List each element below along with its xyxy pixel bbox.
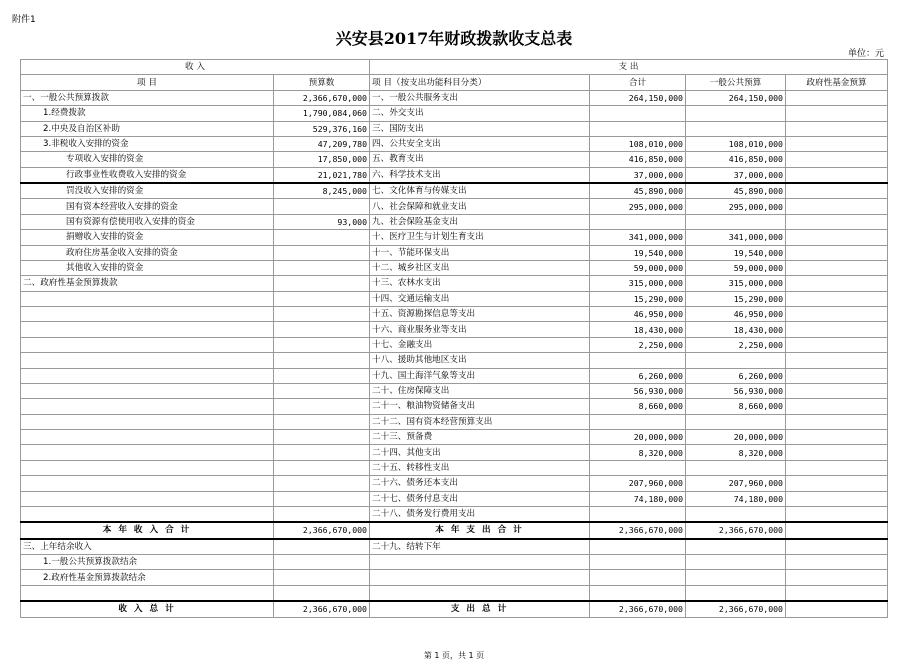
total-cell xyxy=(590,106,686,121)
table-row xyxy=(21,230,888,245)
expense-item-cell: 二十八、债务发行费用支出 xyxy=(370,506,590,522)
general-budget-cell: 295,000,000 xyxy=(686,199,786,214)
general-budget-cell xyxy=(686,106,786,121)
general-budget-cell: 45,890,000 xyxy=(686,183,786,199)
expense-item-cell: 十四、交通运输支出 xyxy=(370,291,590,306)
table-row xyxy=(21,136,888,151)
fund-budget-cell xyxy=(786,445,888,460)
table-row xyxy=(21,570,888,585)
expense-item-cell: 三、国防支出 xyxy=(370,121,590,136)
budget-cell: 93,000 xyxy=(274,214,370,229)
total-cell: 315,000,000 xyxy=(590,276,686,291)
income-item-cell xyxy=(21,414,274,429)
expense-section-header: 支 出 xyxy=(370,60,888,75)
budget-cell xyxy=(274,430,370,445)
budget-cell xyxy=(274,460,370,475)
fund-budget-cell xyxy=(786,307,888,322)
fund-budget-cell xyxy=(786,121,888,136)
total-cell: 6,260,000 xyxy=(590,368,686,383)
income-item-header: 项 目 xyxy=(21,75,274,90)
expense-item-cell: 五、教育支出 xyxy=(370,152,590,167)
general-budget-cell xyxy=(686,460,786,475)
total-cell xyxy=(590,570,686,585)
table-row xyxy=(21,260,888,275)
expense-total-value: 2,366,670,000 xyxy=(590,601,686,617)
expense-item-cell: 六、科学技术支出 xyxy=(370,167,590,183)
expense-item-cell: 二十九、结转下年 xyxy=(370,539,590,555)
income-item-cell: 专项收入安排的资金 xyxy=(21,152,274,167)
fund-budget-cell xyxy=(786,506,888,522)
budget-cell xyxy=(274,445,370,460)
income-item-cell xyxy=(21,291,274,306)
general-budget-cell: 20,000,000 xyxy=(686,430,786,445)
fund-budget-cell xyxy=(786,337,888,352)
income-item-cell xyxy=(21,368,274,383)
general-budget-header: 一般公共预算 xyxy=(686,75,786,90)
income-item-cell xyxy=(21,337,274,352)
budget-cell xyxy=(274,555,370,570)
table-row xyxy=(21,414,888,429)
table-row xyxy=(21,368,888,383)
general-budget-cell xyxy=(686,414,786,429)
table-row xyxy=(21,322,888,337)
general-budget-cell: 59,000,000 xyxy=(686,260,786,275)
budget-cell: 21,021,780 xyxy=(274,167,370,183)
fund-total-value xyxy=(786,601,888,617)
total-cell: 264,150,000 xyxy=(590,90,686,105)
total-header: 合计 xyxy=(590,75,686,90)
total-cell xyxy=(590,214,686,229)
expense-item-cell: 十三、农林水支出 xyxy=(370,276,590,291)
table-row xyxy=(21,291,888,306)
total-cell: 416,850,000 xyxy=(590,152,686,167)
fund-budget-cell xyxy=(786,322,888,337)
fund-budget-cell xyxy=(786,570,888,585)
expense-total-label: 本 年 支 出 合 计 xyxy=(370,522,590,538)
income-total-value: 2,366,670,000 xyxy=(274,522,370,538)
expense-item-cell xyxy=(370,585,590,601)
table-row xyxy=(21,337,888,352)
total-cell xyxy=(590,460,686,475)
expense-item-cell: 四、公共安全支出 xyxy=(370,136,590,151)
fund-budget-cell xyxy=(786,399,888,414)
table-row xyxy=(21,399,888,414)
unit-label: 单位：元 xyxy=(847,49,884,59)
fund-budget-cell xyxy=(786,368,888,383)
budget-cell xyxy=(274,230,370,245)
total-cell xyxy=(590,414,686,429)
general-budget-cell xyxy=(686,585,786,601)
expense-item-cell: 九、社会保险基金支出 xyxy=(370,214,590,229)
fund-budget-cell xyxy=(786,136,888,151)
income-item-cell xyxy=(21,307,274,322)
table-row xyxy=(21,183,888,199)
general-budget-cell: 74,180,000 xyxy=(686,491,786,506)
table-row xyxy=(21,585,888,601)
fund-budget-cell xyxy=(786,585,888,601)
general-budget-cell: 19,540,000 xyxy=(686,245,786,260)
general-budget-cell xyxy=(686,555,786,570)
budget-cell xyxy=(274,491,370,506)
expense-item-cell: 十七、金融支出 xyxy=(370,337,590,352)
general-budget-cell: 341,000,000 xyxy=(686,230,786,245)
fund-budget-cell xyxy=(786,291,888,306)
total-cell: 18,430,000 xyxy=(590,322,686,337)
expense-item-header: 项 目（按支出功能科目分类） xyxy=(370,75,590,90)
expense-total-value: 2,366,670,000 xyxy=(590,522,686,538)
expense-item-cell: 一、一般公共服务支出 xyxy=(370,90,590,105)
general-total-value: 2,366,670,000 xyxy=(686,522,786,538)
general-budget-cell xyxy=(686,570,786,585)
fund-budget-cell xyxy=(786,183,888,199)
income-item-cell: 二、政府性基金预算拨款 xyxy=(21,276,274,291)
total-cell: 46,950,000 xyxy=(590,307,686,322)
income-item-cell xyxy=(21,460,274,475)
income-item-cell: 一、一般公共预算拨款 xyxy=(21,90,274,105)
budget-cell xyxy=(274,399,370,414)
expense-item-cell: 二十六、债务还本支出 xyxy=(370,476,590,491)
budget-cell xyxy=(274,585,370,601)
total-cell: 8,660,000 xyxy=(590,399,686,414)
table-row xyxy=(21,383,888,398)
total-cell: 295,000,000 xyxy=(590,199,686,214)
fund-budget-header: 政府性基金预算 xyxy=(786,75,888,90)
table-row xyxy=(21,506,888,522)
income-item-cell: 1.一般公共预算拨款结余 xyxy=(21,555,274,570)
fund-total-value xyxy=(786,522,888,538)
total-cell: 207,960,000 xyxy=(590,476,686,491)
income-item-cell xyxy=(21,491,274,506)
total-cell: 8,320,000 xyxy=(590,445,686,460)
budget-cell: 529,376,160 xyxy=(274,121,370,136)
general-budget-cell: 6,260,000 xyxy=(686,368,786,383)
fund-budget-cell xyxy=(786,167,888,183)
total-cell: 74,180,000 xyxy=(590,491,686,506)
general-budget-cell: 46,950,000 xyxy=(686,307,786,322)
income-item-cell xyxy=(21,585,274,601)
expense-item-cell: 二十七、债务付息支出 xyxy=(370,491,590,506)
total-cell xyxy=(590,555,686,570)
total-cell xyxy=(590,353,686,368)
total-cell xyxy=(590,121,686,136)
year-total-row xyxy=(21,522,888,538)
expense-item-cell: 七、文化体育与传媒支出 xyxy=(370,183,590,199)
budget-cell xyxy=(274,539,370,555)
general-budget-cell: 15,290,000 xyxy=(686,291,786,306)
budget-cell: 1,790,084,060 xyxy=(274,106,370,121)
expense-item-cell: 二十五、转移性支出 xyxy=(370,460,590,475)
expense-item-cell: 二十四、其他支出 xyxy=(370,445,590,460)
income-item-cell: 捐赠收入安排的资金 xyxy=(21,230,274,245)
budget-cell: 47,209,780 xyxy=(274,136,370,151)
income-item-cell xyxy=(21,506,274,522)
general-budget-cell xyxy=(686,214,786,229)
table-row xyxy=(21,476,888,491)
expense-item-cell xyxy=(370,555,590,570)
expense-item-cell: 十五、资源勘探信息等支出 xyxy=(370,307,590,322)
budget-cell xyxy=(274,414,370,429)
table-row xyxy=(21,167,888,183)
page-footer: 第 1 页，共 1 页 xyxy=(423,651,485,660)
fund-budget-cell xyxy=(786,230,888,245)
budget-cell xyxy=(274,199,370,214)
fund-budget-cell xyxy=(786,383,888,398)
fund-budget-cell xyxy=(786,106,888,121)
budget-cell xyxy=(274,276,370,291)
budget-cell: 2,366,670,000 xyxy=(274,90,370,105)
fund-budget-cell xyxy=(786,460,888,475)
income-item-cell: 行政事业性收费收入安排的资金 xyxy=(21,167,274,183)
fund-budget-cell xyxy=(786,245,888,260)
table-row xyxy=(21,539,888,555)
budget-cell xyxy=(274,368,370,383)
total-cell xyxy=(590,585,686,601)
general-budget-cell: 207,960,000 xyxy=(686,476,786,491)
expense-item-cell: 二十二、国有资本经营预算支出 xyxy=(370,414,590,429)
total-cell xyxy=(590,506,686,522)
income-item-cell xyxy=(21,322,274,337)
income-item-cell: 2.政府性基金预算拨款结余 xyxy=(21,570,274,585)
general-budget-cell: 56,930,000 xyxy=(686,383,786,398)
table-row xyxy=(21,276,888,291)
total-cell: 2,250,000 xyxy=(590,337,686,352)
expense-item-cell: 十六、商业服务业等支出 xyxy=(370,322,590,337)
income-item-cell: 3.非税收入安排的资金 xyxy=(21,136,274,151)
general-budget-cell: 108,010,000 xyxy=(686,136,786,151)
budget-cell: 8,245,000 xyxy=(274,183,370,199)
fund-budget-cell xyxy=(786,199,888,214)
budget-cell xyxy=(274,570,370,585)
expense-item-cell: 二十、住房保障支出 xyxy=(370,383,590,398)
table-row xyxy=(21,152,888,167)
table-row xyxy=(21,353,888,368)
fund-budget-cell xyxy=(786,276,888,291)
fund-budget-cell xyxy=(786,491,888,506)
table-row xyxy=(21,460,888,475)
fund-budget-cell xyxy=(786,90,888,105)
table-row xyxy=(21,445,888,460)
income-item-cell xyxy=(21,476,274,491)
general-total-value: 2,366,670,000 xyxy=(686,601,786,617)
general-budget-cell: 2,250,000 xyxy=(686,337,786,352)
attachment-label: 附件1 xyxy=(12,15,36,25)
expense-item-cell: 十、医疗卫生与计划生育支出 xyxy=(370,230,590,245)
budget-cell xyxy=(274,245,370,260)
table-row xyxy=(21,214,888,229)
table-row xyxy=(21,90,888,105)
general-budget-cell: 315,000,000 xyxy=(686,276,786,291)
budget-cell xyxy=(274,307,370,322)
income-item-cell: 国有资本经营收入安排的资金 xyxy=(21,199,274,214)
budget-cell xyxy=(274,337,370,352)
total-cell: 45,890,000 xyxy=(590,183,686,199)
table-row xyxy=(21,106,888,121)
expense-item-cell: 十八、援助其他地区支出 xyxy=(370,353,590,368)
income-item-cell xyxy=(21,445,274,460)
budget-cell xyxy=(274,322,370,337)
budget-header: 预算数 xyxy=(274,75,370,90)
income-total-label: 本 年 收 入 合 计 xyxy=(21,522,274,538)
total-cell: 20,000,000 xyxy=(590,430,686,445)
general-budget-cell: 416,850,000 xyxy=(686,152,786,167)
total-cell: 37,000,000 xyxy=(590,167,686,183)
income-item-cell: 政府住房基金收入安排的资金 xyxy=(21,245,274,260)
budget-table xyxy=(20,59,888,618)
page-title: 兴安县2017年财政拨款收支总表 xyxy=(335,29,573,48)
expense-item-cell: 二十一、粮油物资储备支出 xyxy=(370,399,590,414)
income-total-label: 收 入 总 计 xyxy=(21,601,274,617)
expense-item-cell xyxy=(370,570,590,585)
income-item-cell xyxy=(21,353,274,368)
fund-budget-cell xyxy=(786,555,888,570)
fund-budget-cell xyxy=(786,353,888,368)
total-cell: 341,000,000 xyxy=(590,230,686,245)
grand-total-row xyxy=(21,601,888,617)
general-budget-cell xyxy=(686,539,786,555)
income-section-header: 收 入 xyxy=(21,60,370,75)
general-budget-cell: 264,150,000 xyxy=(686,90,786,105)
income-total-value: 2,366,670,000 xyxy=(274,601,370,617)
expense-item-cell: 十九、国土海洋气象等支出 xyxy=(370,368,590,383)
total-cell: 15,290,000 xyxy=(590,291,686,306)
table-row xyxy=(21,199,888,214)
fund-budget-cell xyxy=(786,414,888,429)
income-item-cell: 国有资源有偿使用收入安排的资金 xyxy=(21,214,274,229)
general-budget-cell: 37,000,000 xyxy=(686,167,786,183)
income-item-cell xyxy=(21,399,274,414)
income-item-cell: 三、上年结余收入 xyxy=(21,539,274,555)
table-row xyxy=(21,430,888,445)
income-item-cell: 其他收入安排的资金 xyxy=(21,260,274,275)
general-budget-cell: 8,660,000 xyxy=(686,399,786,414)
fund-budget-cell xyxy=(786,214,888,229)
budget-cell xyxy=(274,260,370,275)
budget-cell xyxy=(274,506,370,522)
expense-item-cell: 八、社会保障和就业支出 xyxy=(370,199,590,214)
fund-budget-cell xyxy=(786,430,888,445)
general-budget-cell xyxy=(686,121,786,136)
expense-item-cell: 十二、城乡社区支出 xyxy=(370,260,590,275)
general-budget-cell xyxy=(686,353,786,368)
table-row xyxy=(21,307,888,322)
income-item-cell: 罚没收入安排的资金 xyxy=(21,183,274,199)
expense-total-label: 支 出 总 计 xyxy=(370,601,590,617)
total-cell: 59,000,000 xyxy=(590,260,686,275)
fund-budget-cell xyxy=(786,152,888,167)
general-budget-cell: 8,320,000 xyxy=(686,445,786,460)
table-row xyxy=(21,555,888,570)
general-budget-cell: 18,430,000 xyxy=(686,322,786,337)
total-cell: 108,010,000 xyxy=(590,136,686,151)
budget-cell xyxy=(274,291,370,306)
general-budget-cell xyxy=(686,506,786,522)
income-item-cell: 2.中央及自治区补助 xyxy=(21,121,274,136)
table-row xyxy=(21,121,888,136)
expense-item-cell: 二十三、预备费 xyxy=(370,430,590,445)
total-cell: 56,930,000 xyxy=(590,383,686,398)
income-item-cell: 1.经费拨款 xyxy=(21,106,274,121)
expense-item-cell: 十一、节能环保支出 xyxy=(370,245,590,260)
fund-budget-cell xyxy=(786,539,888,555)
fund-budget-cell xyxy=(786,476,888,491)
expense-item-cell: 二、外交支出 xyxy=(370,106,590,121)
table-row xyxy=(21,245,888,260)
fund-budget-cell xyxy=(786,260,888,275)
total-cell xyxy=(590,539,686,555)
table-row xyxy=(21,491,888,506)
budget-cell xyxy=(274,476,370,491)
total-cell: 19,540,000 xyxy=(590,245,686,260)
budget-cell: 17,850,000 xyxy=(274,152,370,167)
income-item-cell xyxy=(21,383,274,398)
budget-cell xyxy=(274,353,370,368)
budget-cell xyxy=(274,383,370,398)
income-item-cell xyxy=(21,430,274,445)
